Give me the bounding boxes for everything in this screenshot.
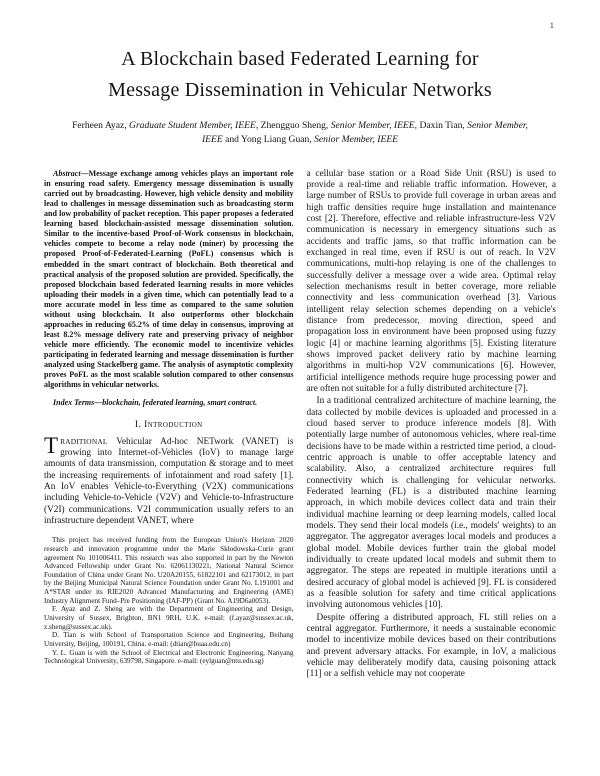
footnote-affiliation-sussex: F. Ayaz and Z. Sheng are with the Department of Engineering and Design, University of Sussex, Brighton, BN1 9RH, U.K. e-mail: (f.ayaz@sussex.ac.uk, z.sheng@sussex.ac.uk). — [44, 605, 294, 631]
author-role: Senior Member, IEEE — [201, 120, 528, 145]
author-role: Senior Member, IEEE, — [330, 120, 418, 131]
author-name: Zhengguo Sheng, — [258, 120, 331, 131]
author-role: Graduate Student Member, IEEE, — [129, 120, 259, 131]
body-paragraph-2: In a traditional centralized architecture of machine learning, the data collected by mobile devices is uploaded and processed in a cloud based server to produce inference models [8]. With potentially large number of autonomous vehicles, where real-time decisions have to be made within a restricted time period, a cloud-centric approach is unable to offer acceptable latency and scalability. Also, a centralized architecture requires full connectivity which is challenging for vehicular networks. Federated learning (FL) is a distributed machine learning approach, in which mobile devices collect data and train their individual machine learning or deep learning models, called local models. They send their local models (i.e., models' weights) to an aggregator. The aggregator averages local models and produces a global model. Mobile devices further train the global model individually to create updated local models and submit them to aggregator. The steps are repeated in multiple iterations until a desired accuracy of global model is achieved [9]. FL is considered as a feasible solution for safety and time critical applications involving autonomous vehicles [10]. — [306, 396, 556, 611]
author-name: Ferheen Ayaz, — [72, 120, 130, 131]
footnote-funding: This project has received funding from the European Union's Horizon 2020 research and innovation programme under the Marie Skłodowska-Curie grant agreement No 101006411. This research was also supported in part by the Newton Advanced Fellowship under Grant No. 62061130221, National Natural Science Foundation of China under Grant No. U20A20155, 61822101 and 62173012, in part by the Beijing Municipal Natural Science Foundation under Grant No. L191001 and A*STAR under its RIE2020 Advanced Manufacturing and Engineering (AME) Industry Alignment Fund–Pre Positioning (IAF-PP) (Grant No. A19D6a0053). — [44, 536, 294, 605]
abstract-text: —Message exchange among vehicles plays an important role in ensuring road safety. Emergency message dissemination is usually carried out by broadcasting. However, high vehicle density and mobility lead to challenges in message dissemination such as broadcasting storm and low probability of packet reception. This paper proposes a federated learning based blockchain-assisted message dissemination solution. Similar to the incentive-based Proof-of-Work consensus in blockchain, vehicles compete to become a relay node (miner) by processing the proposed Proof-of-Federated-Learning (PoFL) consensus which is embedded in the smart contract of blockchain. Both theoretical and practical analysis of the proposed solution are provided. Specifically, the proposed blockchain based federated learning results in more vehicles uploading their models in a given time, which can potentially lead to a more accurate model in less time as compared to the same solution without using blockchain. It also outperforms other blockchain approaches in reducing 65.2% of time delay in consensus, improving at least 8.2% message delivery rate and preserving privacy of neighbor vehicle more efficiently. The economic model to incentivize vehicles participating in federated learning and message dissemination is further analyzed using Stackelberg game. The analysis of asymptotic complexity proves PoFL as the most scalable solution compared to other consensus algorithms in vehicular networks. — [44, 168, 294, 390]
author-role: Senior Member, IEEE — [314, 133, 399, 145]
footnote-affiliation-ntu: Y. L. Guan is with the School of Electrical and Electronic Engineering, Nanyang Technological University, 639798, Singapore. e-mail: (eylguan@ntu.edu.sg) — [44, 648, 294, 666]
dropcap-letter: T — [44, 432, 59, 458]
two-column-body — [44, 169, 556, 681]
author-name: Daxin Tian, — [417, 120, 468, 131]
index-terms — [44, 398, 294, 408]
index-terms-text: —blockchain, federated learning, smart contract. — [94, 397, 258, 407]
footnote-affiliation-beihang: D. Tian is with School of Transportation Science and Engineering, Beihang University, Beijing, 100191, China. e-mail: (dtian@buaa.edu.cn) — [44, 631, 294, 648]
abstract — [44, 169, 294, 391]
body-paragraph-3: Despite offering a distributed approach, FL still relies on a central aggregator. Furthermore, it needs a sustainable economic model to incentivize mobile devices based on their contributions and prevent adversary attacks. For example, in IoV, a malicious vehicle may deliberately modify data, causing poisoning attack [11] or a selfish vehicle may not cooperate — [306, 612, 556, 680]
body-paragraph-1: a cellular base station or a Road Side Unit (RSU) is used to provide a real-time and reliable traffic information. However, a large number of RSUs to provide full coverage in urban areas and high traffic densities require huge installation and maintenance cost [2]. Therefore, effective and reliable infrastructure-less V2V communication is necessary in emergency situations such as accidents and traffic jams, so that traffic information can be exchanged in real time, even if RSU is out of reach. In V2V communications, multi-hop relaying is one of the challenges to successfully deliver a message over a wide area. Optimal relay selection mechanisms result in better coverage, more reliable connectivity and less communication overhead [3]. Various intelligent relay selection schemes depending on a vehicle's distance from predecessor, moving direction, speed and propagation loss in environment have been proposed using fuzzy logic [4] or machine learning algorithms [5]. Existing literature shows improved packet delivery ratio by machine learning algorithms in multi-hop V2V communications [6]. However, artificial intelligence methods require huge processing power and are often not suitable for a fully distributed architecture [7]. — [306, 168, 556, 395]
page-number: 1 — [549, 20, 554, 30]
author-line — [65, 119, 535, 147]
section-heading-introduction: I. Introduction — [134, 418, 203, 430]
intro-smallcaps-word: RADITIONAL — [60, 436, 108, 446]
right-column — [307, 169, 557, 681]
author-name: and Yong Liang Guan, — [222, 133, 315, 145]
intro-paragraph — [44, 432, 294, 528]
footnote-block — [44, 536, 294, 666]
abstract-label: Abstract — [53, 168, 81, 178]
paper-title: A Blockchain based Federated Learning for Message Dissemination in Vehicular Networks — [108, 48, 492, 101]
left-column — [44, 169, 294, 681]
index-terms-label: Index Terms — [53, 397, 95, 407]
intro-paragraph-text: Vehicular Ad-hoc NETwork (VANET) is growing into Internet-of-Vehicles (IoV) to manage large amounts of data transmission, computation & storage and to meet the increasing requirements of infotainment and road safety [1]. An IoV enables Vehicle-to-Everything (V2X) communications including Vehicle-to-Vehicle (V2V) and Vehicle-to-Infrastructure (V2I) communications. V2I communication usually refers to an infrastructure dependent VANET, where — [44, 436, 294, 526]
